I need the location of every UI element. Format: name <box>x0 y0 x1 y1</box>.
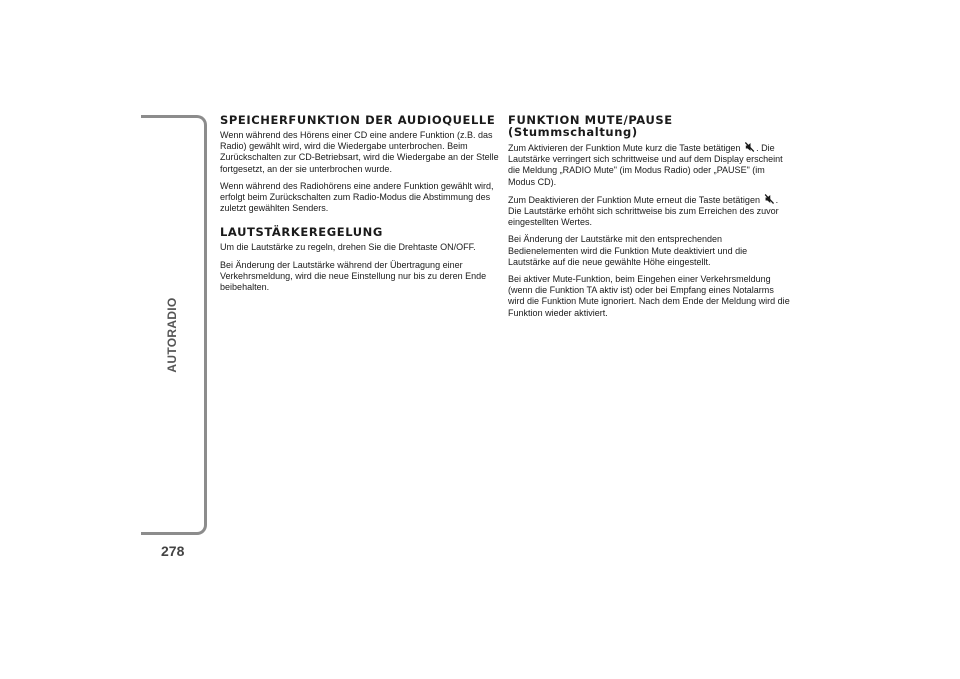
text-run: Zum Deaktivieren der Funktion Mute erneut die Taste betätigen <box>508 194 760 206</box>
heading-speicherfunktion: SPEICHERFUNKTION DER AUDIOQUELLE <box>220 113 496 127</box>
paragraph <box>508 142 790 188</box>
text-run: Zum Aktivieren der Funktion Mute kurz die Taste betätigen <box>508 143 741 154</box>
right-column <box>508 114 790 325</box>
heading-line: FUNKTION MUTE/PAUSE <box>508 113 673 127</box>
paragraph <box>508 194 790 229</box>
mute-speaker-icon <box>745 142 754 152</box>
paragraph: Um die Lautstärke zu regeln, drehen Sie die Drehtaste ON/OFF. <box>220 242 476 254</box>
paragraph: Bei Änderung der Lautstärke mit den entsprechenden Bedienelementen wird die Funktion Mute deaktiviert und die Lautstärke auf die neue gewählte Höhe eingestellt. <box>508 234 748 268</box>
heading-line: (Stummschaltung) <box>508 125 638 139</box>
paragraph: Wenn während des Radiohörens eine andere Funktion gewählt wird, erfolgt beim Zurückschalten zum Radio-Modus die Abstimmung des zuletzt gewählten Senders. <box>220 180 494 215</box>
heading-lautstaerkeregelung: LAUTSTÄRKEREGELUNG <box>220 225 383 240</box>
section-title-vertical: AUTORADIO <box>165 297 179 373</box>
paragraph: Bei Änderung der Lautstärke während der Übertragung einer Verkehrsmeldung, wird die neue Einstellung nur bis zu deren Ende beibehalten. <box>220 259 487 294</box>
mute-speaker-icon <box>764 194 773 204</box>
paragraph: Wenn während des Hörens einer CD eine andere Funktion (z.B. das Radio) gewählt wird, wird die Wiedergabe unterbrochen. Beim Zurückschalten zur CD-Betriebsart, wird die Wiedergabe an der Stelle fortgesetzt, an der sie unterbrochen wurde. <box>220 130 499 175</box>
paragraph: Bei aktiver Mute-Funktion, beim Eingehen einer Verkehrsmeldung (wenn die Funktion TA aktiv ist) oder bei Empfang eines Notalarms wird die Funktion Mute ignoriert. Nach dem Ende der Meldung wird die Funktion wieder aktiviert. <box>508 274 790 319</box>
page-number: 278 <box>161 543 185 559</box>
left-column <box>220 114 502 299</box>
text-run: . Die Lautstärke verringert sich schrittweise und auf dem Display erscheint die Meldung „RADIO Mute" (im Modus Radio) oder „PAUSE" (im Modus CD). <box>508 143 783 188</box>
heading-funktion-mute <box>508 114 790 138</box>
text-run: . Die Lautstärke erhöht sich schrittweise bis zum Erreichen des zuvor eingestellten Wertes. <box>508 194 779 229</box>
